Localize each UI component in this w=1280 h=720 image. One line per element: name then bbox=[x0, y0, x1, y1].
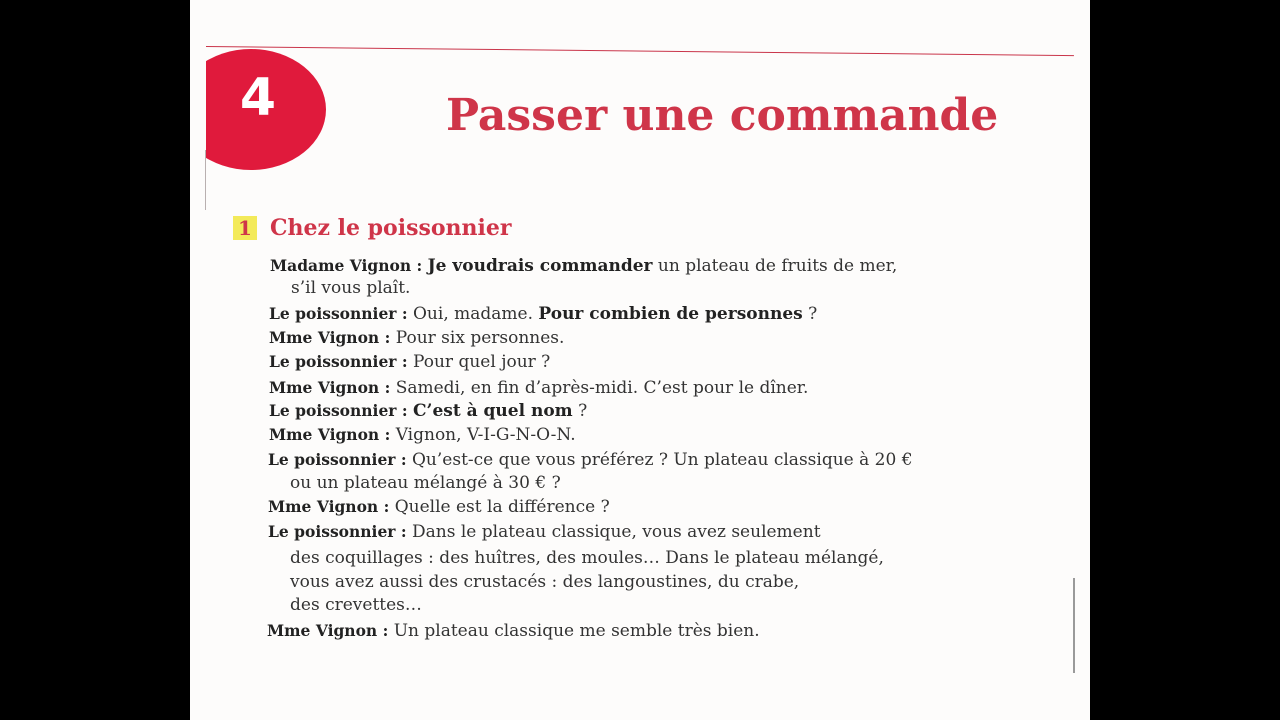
continuation-text: des crevettes… bbox=[290, 595, 422, 615]
dialogue-line bbox=[269, 377, 808, 399]
section-title: Chez le poissonnier bbox=[270, 215, 512, 241]
speaker-label: Le poissonnier : bbox=[268, 522, 407, 541]
continuation-text: ou un plateau mélangé à 30 € ? bbox=[290, 473, 561, 493]
line-text: Vignon, V-I-G-N-O-N. bbox=[395, 425, 576, 445]
speaker-label: Madame Vignon : bbox=[270, 256, 423, 275]
dialogue-line bbox=[270, 255, 897, 277]
left-rule bbox=[205, 150, 206, 210]
dialogue-line bbox=[267, 620, 760, 642]
chapter-title: Passer une commande bbox=[446, 90, 999, 141]
speaker-label: Mme Vignon : bbox=[268, 497, 390, 516]
line-text: Oui, madame. bbox=[413, 304, 539, 324]
line-text: Un plateau classique me semble très bien. bbox=[393, 621, 760, 641]
dialogue-line bbox=[269, 327, 564, 349]
line-text: Samedi, en fin d’après-midi. C’est pour le dîner. bbox=[395, 378, 809, 398]
dialogue-line bbox=[269, 351, 550, 373]
dialogue-line bbox=[269, 424, 576, 446]
dialogue-continuation bbox=[290, 547, 884, 569]
speaker-label: Mme Vignon : bbox=[269, 378, 391, 397]
speaker-label: Mme Vignon : bbox=[269, 425, 391, 444]
dialogue-line bbox=[268, 449, 913, 471]
line-text: Pour six personnes. bbox=[395, 328, 565, 348]
key-phrase: Je voudrais commander bbox=[427, 256, 653, 276]
dialogue-continuation bbox=[290, 594, 422, 616]
continuation-text: des coquillages : des huîtres, des moules… Dans le plateau mélangé, bbox=[290, 548, 884, 568]
dialogue-line bbox=[269, 303, 817, 325]
chapter-number: 4 bbox=[239, 68, 277, 128]
continuation-text: s’il vous plaît. bbox=[291, 278, 411, 298]
key-phrase: Pour combien de personnes bbox=[538, 304, 803, 324]
dialogue-continuation bbox=[291, 277, 410, 299]
dialogue-continuation bbox=[290, 472, 561, 494]
line-text: Quelle est la différence ? bbox=[394, 497, 610, 517]
line-end: ? bbox=[802, 304, 818, 324]
right-rule bbox=[1073, 578, 1075, 673]
speaker-label: Mme Vignon : bbox=[267, 621, 389, 640]
speaker-label: Mme Vignon : bbox=[269, 328, 391, 347]
line-text: Pour quel jour ? bbox=[413, 352, 551, 372]
key-phrase: C’est à quel nom bbox=[413, 401, 573, 421]
speaker-label: Le poissonnier : bbox=[269, 352, 408, 371]
dialogue-continuation bbox=[290, 571, 799, 593]
line-end: ? bbox=[572, 401, 588, 421]
speaker-label: Le poissonnier : bbox=[269, 304, 408, 323]
speaker-label: Le poissonnier : bbox=[269, 401, 408, 420]
top-rule bbox=[206, 46, 1074, 56]
continuation-text: vous avez aussi des crustacés : des langoustines, du crabe, bbox=[290, 572, 800, 592]
textbook-page bbox=[190, 0, 1090, 720]
line-text: un plateau de fruits de mer, bbox=[652, 256, 898, 276]
dialogue-line bbox=[268, 496, 610, 518]
dialogue-line bbox=[268, 521, 821, 543]
line-text: Qu’est-ce que vous préférez ? Un plateau classique à 20 € bbox=[412, 450, 913, 470]
line-text: Dans le plateau classique, vous avez seulement bbox=[412, 522, 821, 542]
section-number: 1 bbox=[233, 216, 257, 240]
speaker-label: Le poissonnier : bbox=[268, 450, 407, 469]
dialogue-line bbox=[269, 400, 587, 422]
